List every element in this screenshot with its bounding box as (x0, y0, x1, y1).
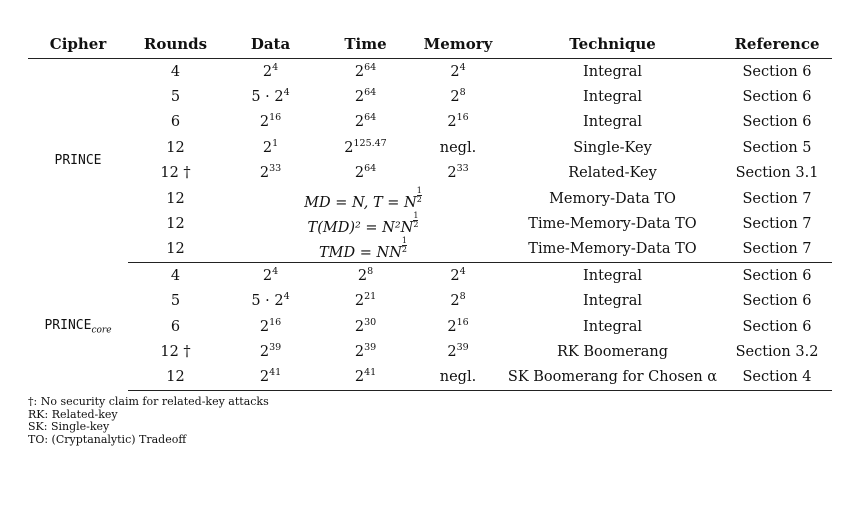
memory-cell-base: 2 (450, 63, 460, 80)
rounds-cell: 6 (170, 318, 181, 335)
attack-results-table (28, 30, 832, 391)
technique-cell: Integral (583, 293, 642, 310)
footnote-sk: SK: Single-key (28, 420, 110, 433)
time-cell-base: 2 (354, 114, 365, 131)
rounds-cell: 4 (170, 63, 181, 80)
time-cell-exponent: 64 (364, 61, 377, 73)
data-cell-exponent: 4 (283, 291, 290, 303)
table-row (28, 314, 832, 339)
cipher-cell (28, 59, 128, 263)
data-cell-exponent: 4 (272, 61, 279, 73)
memory-cell (413, 110, 503, 135)
reference-cell: Section 6 (742, 318, 812, 335)
technique-cell: Integral (583, 89, 642, 106)
technique-cell: Integral (583, 318, 642, 335)
header-memory: Memory (413, 30, 503, 59)
technique-cell: Memory-Data TO (549, 190, 676, 207)
reference-cell: Section 6 (742, 293, 812, 310)
fraction-numerator: 1 (401, 236, 407, 246)
memory-cell-base: negl. (439, 139, 477, 156)
time-cell-base: 2 (354, 89, 365, 106)
table-row (28, 59, 832, 85)
time-cell (318, 365, 413, 391)
data-cell-base: 2 (259, 318, 270, 335)
time-cell-base: 2 (354, 343, 365, 360)
fraction-numerator: 1 (413, 211, 419, 221)
rounds-cell: 12 (128, 237, 223, 263)
technique-cell: Single-Key (573, 139, 652, 156)
header-reference: Reference (722, 30, 832, 59)
rounds-cell: 5 (170, 293, 181, 310)
tradeoff-formula-cell (223, 186, 503, 211)
data-cell (223, 365, 318, 391)
data-cell-base: 2 (259, 369, 270, 386)
table-row (28, 263, 832, 289)
memory-cell-exponent: 8 (459, 87, 466, 99)
rounds-cell: 5 (170, 89, 181, 106)
footnotes (28, 396, 269, 446)
time-cell-exponent: 64 (364, 112, 377, 124)
memory-cell-exponent: 8 (459, 291, 466, 303)
tradeoff-formula: TMD = NN (319, 245, 402, 262)
data-cell-exponent: 16 (269, 112, 282, 124)
time-cell-base: 2 (354, 369, 365, 386)
table-row (28, 110, 832, 135)
memory-cell (413, 365, 503, 391)
table-row (28, 237, 832, 263)
technique-cell: Time-Memory-Data TO (503, 237, 722, 263)
reference-cell: Section 5 (742, 139, 812, 156)
fraction-denominator: 2 (401, 245, 407, 255)
memory-cell-base: 2 (447, 114, 457, 131)
time-cell-exponent: 8 (367, 265, 374, 277)
data-cell-base: 5 · 2 (251, 89, 284, 106)
memory-cell-exponent: 4 (459, 61, 466, 73)
rounds-cell: 12 (166, 216, 185, 233)
time-cell-exponent: 41 (364, 367, 377, 379)
cipher-cell (28, 263, 128, 391)
header-cipher: Cipher (28, 30, 128, 59)
data-cell (223, 161, 318, 186)
memory-cell-base: 2 (447, 165, 457, 182)
time-cell-base: 2 (354, 293, 365, 310)
table-row (28, 161, 832, 186)
memory-cell (413, 84, 503, 109)
reference-cell: Section 6 (742, 114, 812, 131)
reference-cell: Section 4 (722, 365, 832, 391)
data-cell-base: 2 (262, 139, 273, 156)
time-cell-exponent: 64 (364, 163, 377, 175)
memory-cell (413, 289, 503, 314)
time-cell-exponent: 64 (364, 87, 377, 99)
memory-cell (413, 161, 503, 186)
time-cell-base: 2 (344, 139, 354, 156)
data-cell (223, 84, 318, 109)
memory-cell-base: 2 (447, 318, 457, 335)
time-cell (318, 314, 413, 339)
data-cell-exponent: 33 (269, 163, 282, 175)
tradeoff-formula: T(MD)² = N²N (307, 220, 414, 237)
data-cell-base: 2 (259, 114, 270, 131)
time-cell-base: 2 (354, 63, 365, 80)
data-cell-exponent: 16 (269, 316, 282, 328)
table-row (28, 339, 832, 364)
table-row (28, 186, 832, 211)
memory-cell-base: 2 (447, 343, 457, 360)
table-row (28, 84, 832, 109)
cipher-name: PRINCE (44, 317, 92, 333)
data-cell-exponent: 4 (283, 87, 290, 99)
rounds-cell: 12 † (160, 165, 191, 182)
tradeoff-formula-cell (223, 211, 503, 236)
data-cell-base: 5 · 2 (251, 293, 284, 310)
reference-cell: Section 3.2 (735, 343, 819, 360)
time-cell-exponent: 39 (364, 341, 377, 353)
data-cell (223, 289, 318, 314)
footnote-dagger: †: No security claim for related-key attacks (28, 395, 269, 408)
data-cell (223, 314, 318, 339)
memory-cell (413, 263, 503, 289)
technique-cell: SK Boomerang for Chosen α (503, 365, 722, 391)
time-cell (318, 59, 413, 85)
memory-cell (413, 314, 503, 339)
reference-cell: Section 7 (742, 190, 812, 207)
rounds-cell: 12 (128, 365, 223, 391)
formula-exponent-fraction (402, 237, 407, 254)
data-cell-exponent: 1 (272, 137, 279, 149)
data-cell-base: 2 (259, 343, 270, 360)
memory-cell-base: 2 (450, 293, 460, 310)
table-row (28, 365, 832, 391)
fraction-denominator: 2 (416, 194, 422, 204)
rounds-cell: 12 (166, 139, 185, 156)
memory-cell-exponent: 16 (456, 112, 469, 124)
formula-exponent-fraction (417, 187, 422, 204)
memory-cell-base: negl. (439, 369, 477, 386)
data-cell (223, 59, 318, 85)
table-row (28, 289, 832, 314)
data-cell (223, 263, 318, 289)
footnote-to: TO: (Cryptanalytic) Tradeoff (28, 432, 187, 446)
data-cell (223, 135, 318, 160)
data-cell-base: 2 (262, 63, 273, 80)
memory-cell-exponent: 4 (459, 265, 466, 277)
time-cell (318, 263, 413, 289)
time-cell (318, 84, 413, 109)
fraction-denominator: 2 (413, 220, 419, 230)
table-row (28, 135, 832, 160)
time-cell-exponent: 30 (364, 316, 377, 328)
memory-cell-base: 2 (450, 267, 460, 284)
time-cell-base: 2 (354, 165, 365, 182)
formula-exponent-fraction (413, 212, 418, 229)
rounds-cell: 12 † (160, 343, 191, 360)
technique-cell: Related-Key (568, 165, 657, 182)
cipher-name: PRINCE (54, 153, 102, 169)
data-cell-exponent: 41 (269, 367, 282, 379)
time-cell (318, 161, 413, 186)
header-time: Time (318, 30, 413, 59)
tradeoff-formula: MD = N, T = N (304, 194, 417, 211)
data-cell-exponent: 4 (272, 265, 279, 277)
data-cell (223, 339, 318, 364)
memory-cell-base: 2 (450, 89, 460, 106)
rounds-cell: 6 (170, 114, 181, 131)
header-rounds: Rounds (128, 30, 223, 59)
reference-cell: Section 7 (722, 237, 832, 263)
header-technique: Technique (503, 30, 722, 59)
table-row (28, 211, 832, 236)
time-cell (318, 110, 413, 135)
memory-cell-exponent: 39 (456, 341, 469, 353)
time-cell-exponent: 21 (364, 291, 377, 303)
memory-cell (413, 135, 503, 160)
header-data: Data (223, 30, 318, 59)
data-cell-base: 2 (262, 267, 273, 284)
rounds-cell: 4 (170, 267, 181, 284)
cipher-subscript: core (91, 325, 112, 336)
reference-cell: Section 6 (742, 267, 812, 284)
memory-cell-exponent: 33 (456, 163, 469, 175)
reference-cell: Section 7 (742, 216, 812, 233)
time-cell (318, 135, 413, 160)
rounds-cell: 12 (166, 190, 185, 207)
technique-cell: Integral (583, 267, 642, 284)
table-header-row (28, 30, 832, 59)
footnote-rk: RK: Related-key (28, 407, 118, 421)
time-cell (318, 339, 413, 364)
time-cell-base: 2 (357, 267, 368, 284)
data-cell-exponent: 39 (269, 341, 282, 353)
time-cell-base: 2 (354, 318, 365, 335)
time-cell (318, 289, 413, 314)
fraction-numerator: 1 (416, 185, 422, 195)
technique-cell: Time-Memory-Data TO (528, 216, 697, 233)
reference-cell: Section 6 (742, 63, 812, 80)
memory-cell (413, 339, 503, 364)
technique-cell: RK Boomerang (556, 343, 668, 360)
memory-cell (413, 59, 503, 85)
time-cell-exponent: 125.47 (353, 137, 387, 149)
technique-cell: Integral (583, 63, 642, 80)
tradeoff-formula-cell (223, 237, 503, 263)
reference-cell: Section 6 (742, 89, 812, 106)
reference-cell: Section 3.1 (735, 165, 819, 182)
technique-cell: Integral (583, 114, 642, 131)
data-cell (223, 110, 318, 135)
table-body (28, 59, 832, 391)
data-cell-base: 2 (259, 165, 270, 182)
memory-cell-exponent: 16 (456, 316, 469, 328)
